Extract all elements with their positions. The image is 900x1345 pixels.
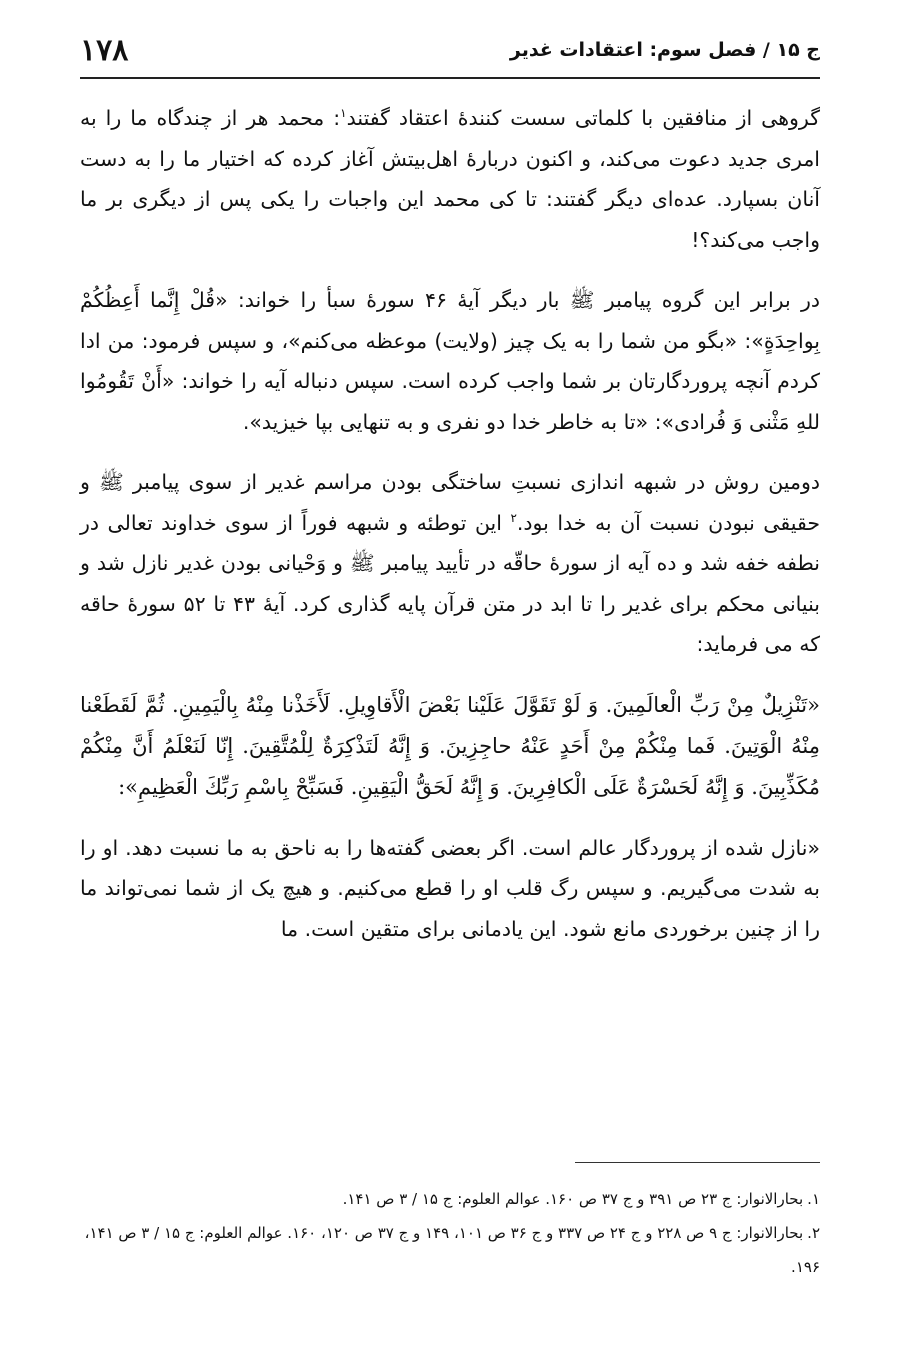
footnote-ref-1: ۱ (340, 106, 347, 121)
paragraph-1-text-a: گروهی از منافقین با کلماتی سست کنندهٔ اعتقاد گفتند (346, 106, 821, 130)
page-number: ۱۷۸ (80, 32, 129, 68)
footnote-ref-2: ۲ (510, 510, 517, 525)
page-header (80, 30, 820, 70)
paragraph-1 (80, 98, 820, 260)
quran-verse-paragraph: «تَنْزِيلٌ مِنْ رَبِّ الْعالَمِينَ. وَ لَوْ تَقَوَّلَ عَلَيْنا بَعْضَ الْأَقاوِيلِ. لَأَخَذْنا مِنْهُ بِالْيَمِينِ. ثُمَّ لَقَطَعْنا مِنْهُ الْوَتِينَ. فَما مِنْكُمْ مِنْ أَحَدٍ عَنْهُ حاجِزِينَ. وَ إِنَّهُ لَتَذْكِرَةٌ لِلْمُتَّقِينَ. إِنّا لَنَعْلَمُ أَنَّ مِنْكُمْ مُكَذِّبِينَ. وَ إِنَّهُ لَحَسْرَةٌ عَلَى الْكافِرِينَ. وَ إِنَّهُ لَحَقُّ الْيَقِينِ. فَسَبِّحْ بِاسْمِ رَبِّكَ الْعَظِيمِ»: (80, 692, 820, 799)
footnote-2-text: بحارالانوار: ج ۹ ص ۲۲۸ و ج ۲۴ ص ۳۳۷ و ج ۳۶ ص ۱۰۱، ۱۴۹ و ج ۳۷ ص ۱۲۰، ۱۶۰. عوالم العلوم: ج ۱۵ / ۳ ص ۱۴۱، ۱۹۶. (84, 1224, 820, 1276)
footnote-2 (80, 1216, 820, 1284)
paragraph-3 (80, 462, 820, 665)
paragraph-2: در برابر این گروه پیامبر ﷺ بار دیگر آیهٔ ۴۶ سورهٔ سبأ را خواند: «قُلْ إِنَّما أَعِظُكُمْ بِواحِدَةٍ»: «بگو من شما را به یک چیز (ولایت) موعظه می‌کنم»، و سپس فرمود: من ادا کردم آنچه پروردگارتان بر شما واجب کرده است. سپس دنباله آیه را خواند: «أَنْ تَقُومُوا للهِ مَثْنی وَ فُرادی»: «تا به خاطر خدا دو نفری و به تنهایی بپا خیزید». (80, 288, 820, 434)
footnote-1 (80, 1182, 820, 1216)
footnote-1-number: ۱. (807, 1190, 820, 1208)
body-text (80, 98, 820, 969)
footnote-1-text: بحارالانوار: ج ۲۳ ص ۳۹۱ و ج ۳۷ ص ۱۶۰. عوالم العلوم: ج ۱۵ / ۳ ص ۱۴۱. (342, 1190, 804, 1208)
paragraph-3-text-a: دومین روش در شبهه اندازی نسبتِ ساختگی بودن مراسم غدیر از سوی پیامبر ﷺ و حقیقی نبودن نسبت آن به خدا بود. (80, 470, 820, 535)
header-rule (80, 77, 820, 79)
footnote-2-number: ۲. (807, 1224, 820, 1242)
footnote-rule (575, 1162, 820, 1163)
paragraph-3-text-b: این توطئه و شبهه فوراً از سوی خداوند تعالی در نطفه خفه شد و ده آیه از سورهٔ حاقّه در تأیید پیامبر ﷺ و وَحْیانی بودن غدیر نازل شد و بنیانی محکم برای غدیر را تا ابد در متن قرآن پایه گذاری کرد. آیهٔ ۴۳ تا ۵۲ سورهٔ حاقه که می فرماید: (80, 510, 820, 656)
footnotes (80, 1182, 820, 1284)
translation-paragraph: «نازل شده از پروردگار عالم است. اگر بعضی گفته‌ها را به ناحق به ما نسبت دهد. او را به شدت می‌گیریم. و سپس رگ قلب او را قطع می‌کنیم. و هیچ یک از شما نمی‌تواند ما را از چنین برخوردی مانع شود. این یادمانی برای متقین است. ما (80, 835, 820, 941)
paragraph-1-text-b: : محمد هر از چندگاه ما را به امری جدید دعوت می‌کند، و اکنون دربارهٔ اهل‌بیتش آغاز کرده که اختیار ما را به دست آنان بسپارد. عده‌ای دیگر گفتند: تا کی محمد این واجبات را یکی پس از دیگری بر ما واجب می‌کند؟! (80, 106, 820, 252)
running-title: ج ۱۵ / فصل سوم: اعتقادات غدیر (509, 39, 820, 61)
